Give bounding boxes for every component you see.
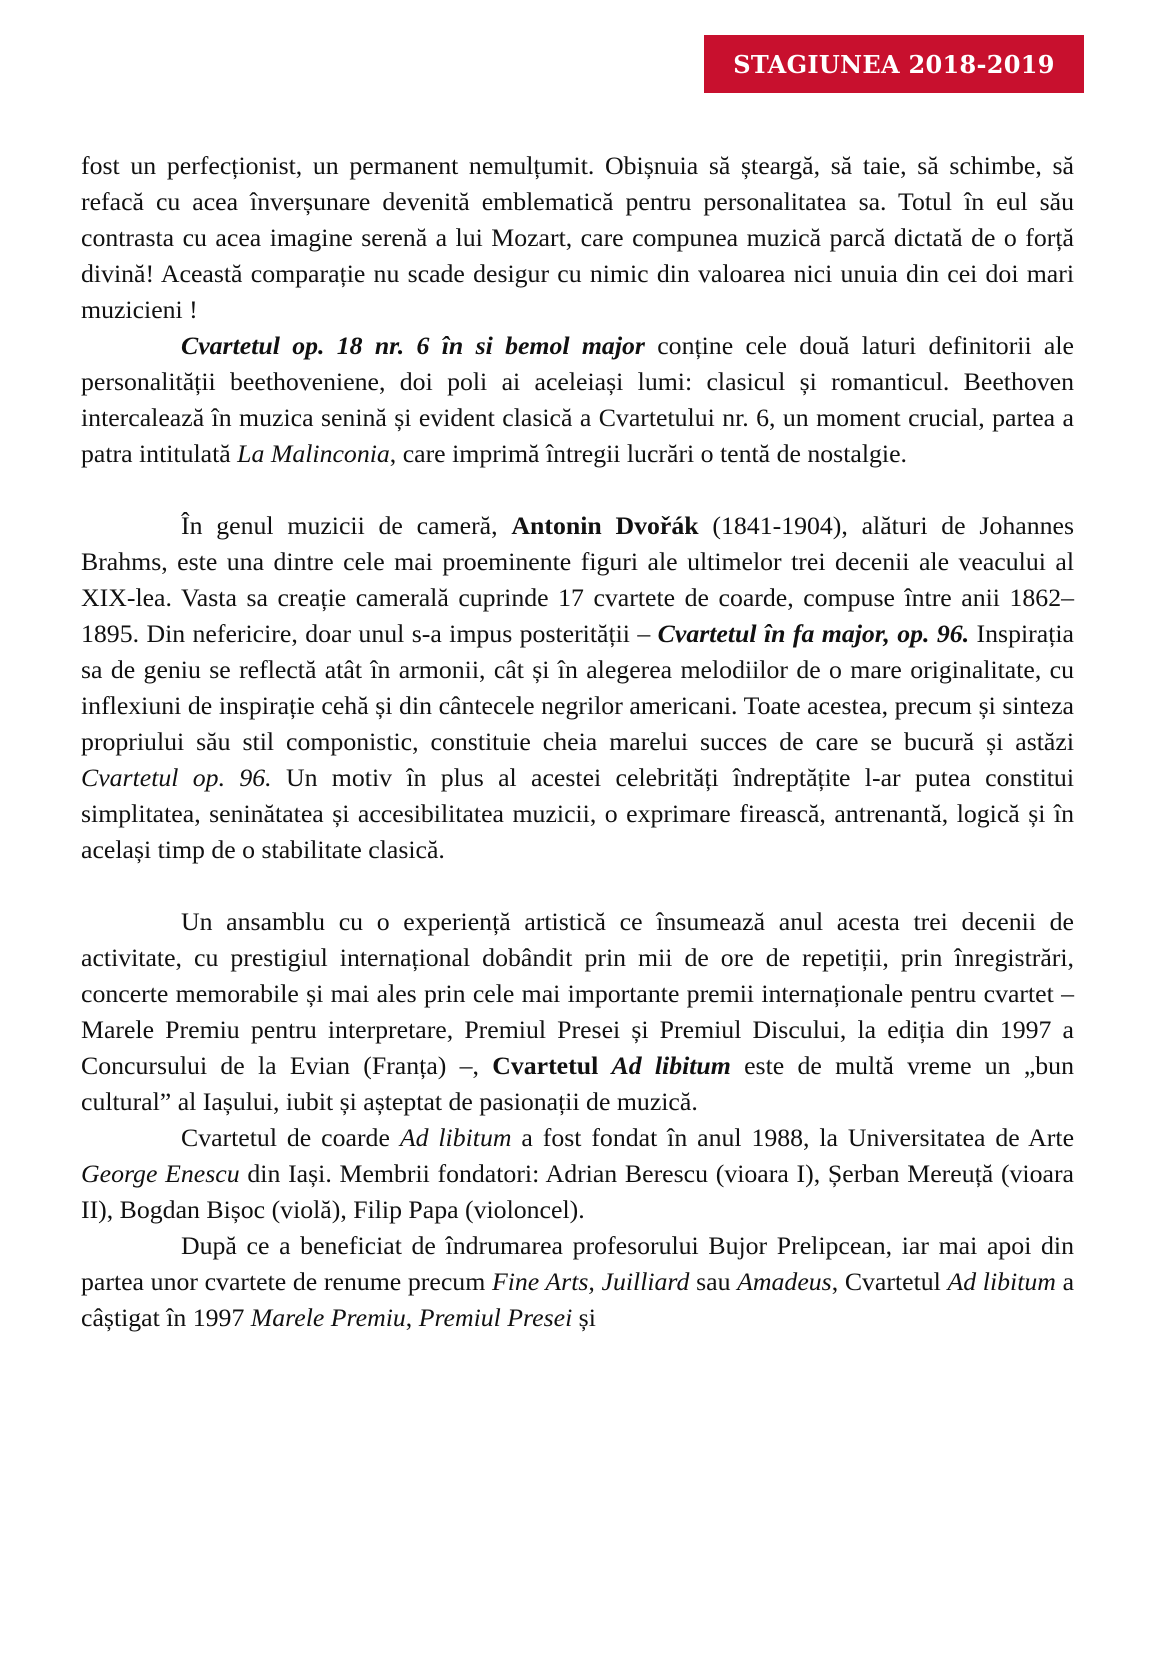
paragraph-awards xyxy=(81,1228,1074,1336)
text: conține cele două laturi definitorii ale personalității beethoveniene, doi poli ai aceleiași lumi: clasicul și romanticul. Beethoven intercalează în muzica senină și evident clasică a Cvartetului nr. 6, un moment crucial, partea a patra intitulată xyxy=(81,331,1074,468)
text: este de multă vreme un „bun cultural” al Iașului, iubit și așteptat de pasionații de muzică. xyxy=(81,1051,1074,1116)
text: Un motiv în plus al acestei celebrități îndreptățite l-ar putea constitui simplitatea, seninătatea și accesibilitatea muzicii, o exprimare firească, antrenantă, logică și în același timp de o stabilitate clasică. xyxy=(81,763,1074,864)
text: (1841-1904), alături de Johannes Brahms, este una dintre cele mai proeminente figuri ale ultimelor trei decenii ale veacului al XIX-lea. Vasta sa creație camerală cuprinde 17 cvartete de coarde, compuse între anii 1862–1895. Din nefericire, doar unul s-a impus posterității – xyxy=(81,511,1074,648)
ensemble-name-italic: Ad libitum xyxy=(947,1267,1056,1296)
ensemble-name-italic: Ad libitum xyxy=(399,1123,512,1152)
paragraph-gap xyxy=(81,472,1074,508)
text: și xyxy=(572,1303,596,1332)
text: După ce a beneficiat de îndrumarea profesorului Bujor Prelipcean, iar mai apoi din partea unor cvartete de renume precum xyxy=(81,1231,1074,1296)
quartet-name: Amadeus xyxy=(737,1267,832,1296)
text: din Iași. Membrii fondatori: Adrian Berescu (vioara I), Șerban Mereuță (vioara II), Bogdan Bișoc (violă), Filip Papa (violoncel). xyxy=(81,1159,1074,1224)
quartet-names: Fine Arts, Juilliard xyxy=(491,1267,690,1296)
text: , care imprimă întregii lucrări o tentă de nostalgie. xyxy=(389,439,907,468)
university-name-italic: George Enescu xyxy=(81,1159,240,1188)
award-name: Marele Premiu xyxy=(250,1303,406,1332)
text: Cvartetul de coarde xyxy=(181,1123,400,1152)
text: , Cvartetul xyxy=(831,1267,948,1296)
text: Un ansamblu cu o experiență artistică ce însumează anul acesta trei decenii de activitate, cu prestigiul internațional dobândit prin mii de ore de repetiții, prin înregistrări, concerte memorabile și mai ales prin cele mai importante premii internaționale pentru cvartet – Marele Premiu pentru interpretare, Premiul Presei și Premiul Discului, la ediția din 1997 a Concursului de la Evian (Franța) –, xyxy=(81,907,1074,1080)
paragraph-beethoven-intro: fost un perfecționist, un permanent nemulțumit. Obișnuia să șteargă, să taie, să schimbe, să refacă cu acea înverșunare devenită emblematică pentru personalitatea sa. Totul în eul său contrasta cu acea imagine serenă a lui Mozart, care compunea muzică parcă dictată de o forță divină! Această comparație nu scade desigur cu nimic din valoarea nici unuia din cei doi mari muzicieni ! xyxy=(81,151,1074,324)
paragraph-dvorak xyxy=(81,508,1074,868)
work-title: Cvartetul op. 18 nr. 6 în si bemol major xyxy=(181,331,645,360)
paragraph-founding xyxy=(81,1120,1074,1228)
movement-title: La Malinconia xyxy=(237,439,390,468)
text: sau xyxy=(689,1267,738,1296)
season-banner xyxy=(704,35,1084,93)
work-title-italic: Cvartetul op. 96. xyxy=(81,763,272,792)
season-label: STAGIUNEA 2018-2019 xyxy=(733,49,1055,79)
article-body xyxy=(81,148,1074,1336)
paragraph-quartet-op18 xyxy=(81,328,1074,472)
work-title: Cvartetul în fa major, op. 96. xyxy=(657,619,970,648)
award-name: Premiul Presei xyxy=(418,1303,573,1332)
text: În genul muzicii de cameră, xyxy=(181,511,512,540)
composer-name: Antonin Dvořák xyxy=(511,511,699,540)
ensemble-name-italic: Ad libitum xyxy=(611,1051,731,1080)
text: a fost fondat în anul 1988, la Universitatea de Arte xyxy=(511,1123,1075,1152)
paragraph-gap xyxy=(81,868,1074,904)
ensemble-name: Cvartetul xyxy=(492,1051,612,1080)
text: Inspirația sa de geniu se reflectă atât în armonii, cât și în alegerea melodiilor de o mare originalitate, cu inflexiuni de inspirație cehă și din cântecele negrilor americani. Toate acestea, precum și sinteza propriului său stil componistic, constituie cheia marelui succes de care se bucură și astăzi xyxy=(81,619,1074,756)
text: a câștigat în 1997 xyxy=(81,1267,1075,1332)
text: , xyxy=(405,1303,419,1332)
paragraph-ensemble xyxy=(81,904,1074,1120)
